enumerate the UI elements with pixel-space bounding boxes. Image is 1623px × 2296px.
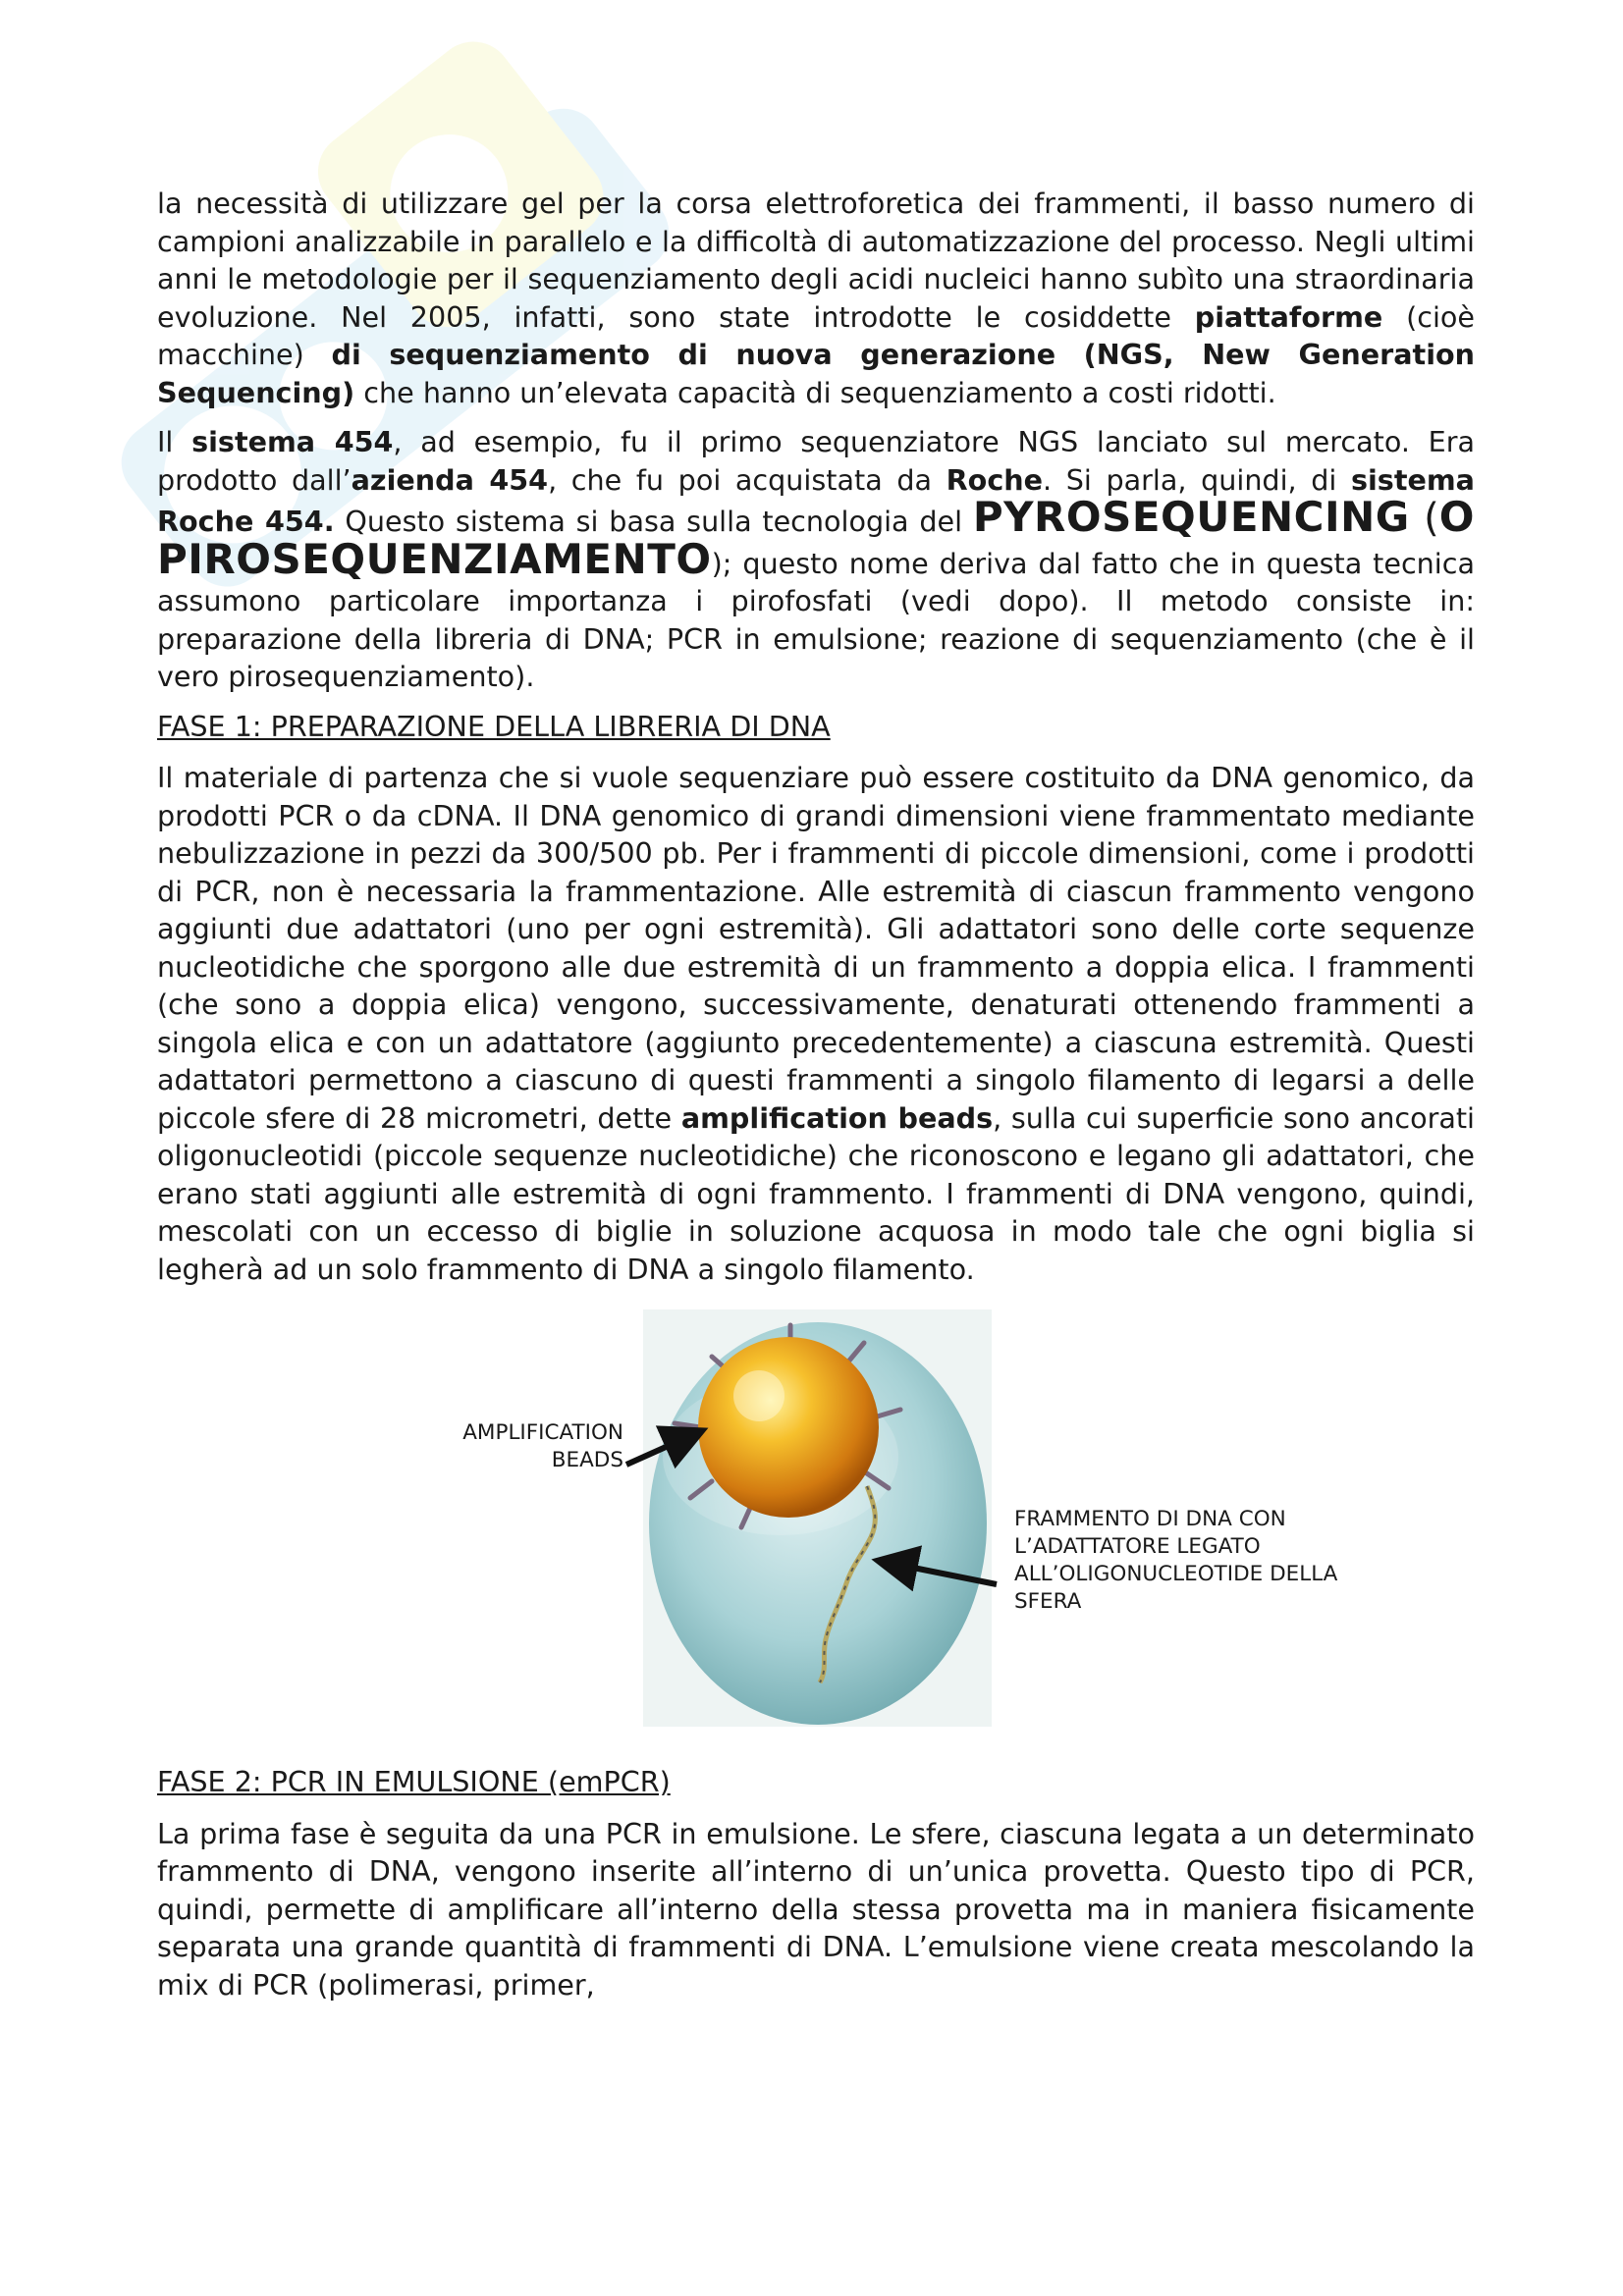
bold-term: piattaforme (1194, 299, 1383, 334)
label-line: BEADS (551, 1448, 623, 1472)
arrow-to-bead (626, 1435, 692, 1465)
document-page (157, 185, 1475, 2003)
bold-term: azienda 454 (351, 462, 549, 497)
section-heading-fase2: FASE 2: PCR IN EMULSIONE (emPCR) (157, 1765, 671, 1798)
bold-term: amplification beads (680, 1100, 994, 1135)
big-term: O PIROSEQUENZIAMENTO (157, 493, 1475, 583)
bold-term: sistema Roche 454. (157, 462, 1475, 538)
section-heading-fase1: FASE 1: PREPARAZIONE DELLA LIBRERIA DI DNA (157, 709, 831, 743)
text-span: , ad esempio, fu il primo sequenziatore NGS lanciato sul mercato. Era prodotto dall’ (157, 425, 1475, 497)
big-term: PYROSEQUENCING (972, 493, 1410, 541)
label-line: SFERA (1014, 1589, 1082, 1614)
text-span: Il (157, 425, 192, 458)
text-span: che hanno un’elevata capacità di sequenziamento a costi ridotti. (354, 375, 1276, 409)
label-line: L’ADATTATORE LEGATO (1014, 1534, 1261, 1559)
paragraph-intro (157, 185, 1475, 411)
bold-term: Roche (946, 462, 1044, 497)
label-dna-fragment (1014, 1506, 1407, 1616)
text-span: (cioè macchine) (157, 299, 1475, 371)
figure-bead (157, 1309, 1475, 1741)
label-line: FRAMMENTO DI DNA CON (1014, 1507, 1286, 1531)
label-amplification-beads (457, 1419, 623, 1474)
arrow-to-fragment (889, 1563, 997, 1584)
paragraph-454 (157, 423, 1475, 696)
bold-term: sistema 454 (191, 425, 394, 458)
bold-term: di sequenziamento di nuova generazione (NGS, New Generation Sequencing) (157, 338, 1475, 409)
text-span: ( (1409, 496, 1439, 541)
label-line: ALL’OLIGONUCLEOTIDE DELLA (1014, 1562, 1338, 1586)
text-span: Questo sistema si basa sulla tecnologia del (334, 505, 973, 538)
text-span: la necessità di utilizzare gel per la corsa elettroforetica dei frammenti, il basso numero di campioni analizzabile in parallelo e la difficoltà di automatizzazione del processo. Negli ultimi anni le metodologie per il sequenziamento degli acidi nucleici hanno subìto una straordinaria evoluzione. Nel 2005, infatti, sono state introdotte le cosiddette (157, 187, 1475, 334)
text-span: , sulla cui superficie sono ancorati oligonucleotidi (piccole sequenze nucleotidiche) che riconoscono e legano gli adattatori, che erano stati aggiunti alle estremità di ogni frammento. I frammenti di DNA vengono, quindi, mescolati con un eccesso di biglie in soluzione acquosa in modo tale che ogni biglia si legherà ad un solo frammento di DNA a singolo filamento. (157, 1100, 1475, 1286)
paragraph-fase1 (157, 759, 1475, 1288)
text-span: . Si parla, quindi, di (1043, 462, 1351, 497)
text-span: Il materiale di partenza che si vuole sequenziare può essere costituito da DNA genomico, da prodotti PCR o da cDNA. Il DNA genomico di grandi dimensioni viene frammentato mediante nebulizzazione in pezzi da 300/500 pb. Per i frammenti di piccole dimensioni, come i prodotti di PCR, non è necessaria la frammentazione. Alle estremità di ciascun frammento vengono aggiunti due adattatori (uno per ogni estremità). Gli adattatori sono delle corte sequenze nucleotidiche che sporgono alle due estremità di un frammento a doppia elica. I frammenti (che sono a doppia elica) vengono, successivamente, denaturati ottenendo frammenti a singola elica e con un adattatore (aggiunto precedentemente) a ciascuna estremità. Questi adattatori permettono a ciascuno di questi frammenti a singolo filamento di legarsi a delle piccole sfere di 28 micrometri, dette (157, 761, 1475, 1135)
text-span: , che fu poi acquistata da (548, 462, 947, 497)
text-span: ); questo nome deriva dal fatto che in questa tecnica assumono particolare importanza i pirofosfati (vedi dopo). Il metodo consiste in: preparazione della libreria di DNA; PCR in emulsione; reazione di sequenziamento (che è il vero pirosequenziamento). (157, 546, 1475, 693)
label-line: AMPLIFICATION (462, 1420, 623, 1445)
paragraph-fase2: La prima fase è seguita da una PCR in emulsione. Le sfere, ciascuna legata a un determinato frammento di DNA, vengono inserite all’interno di un’unica provetta. Questo tipo di PCR, quindi, permette di amplificare all’interno della stessa provetta ma in maniera fisicamente separata una grande quantità di frammenti di DNA. L’emulsione viene creata mescolando la mix di PCR (polimerasi, primer, (157, 1816, 1475, 2002)
